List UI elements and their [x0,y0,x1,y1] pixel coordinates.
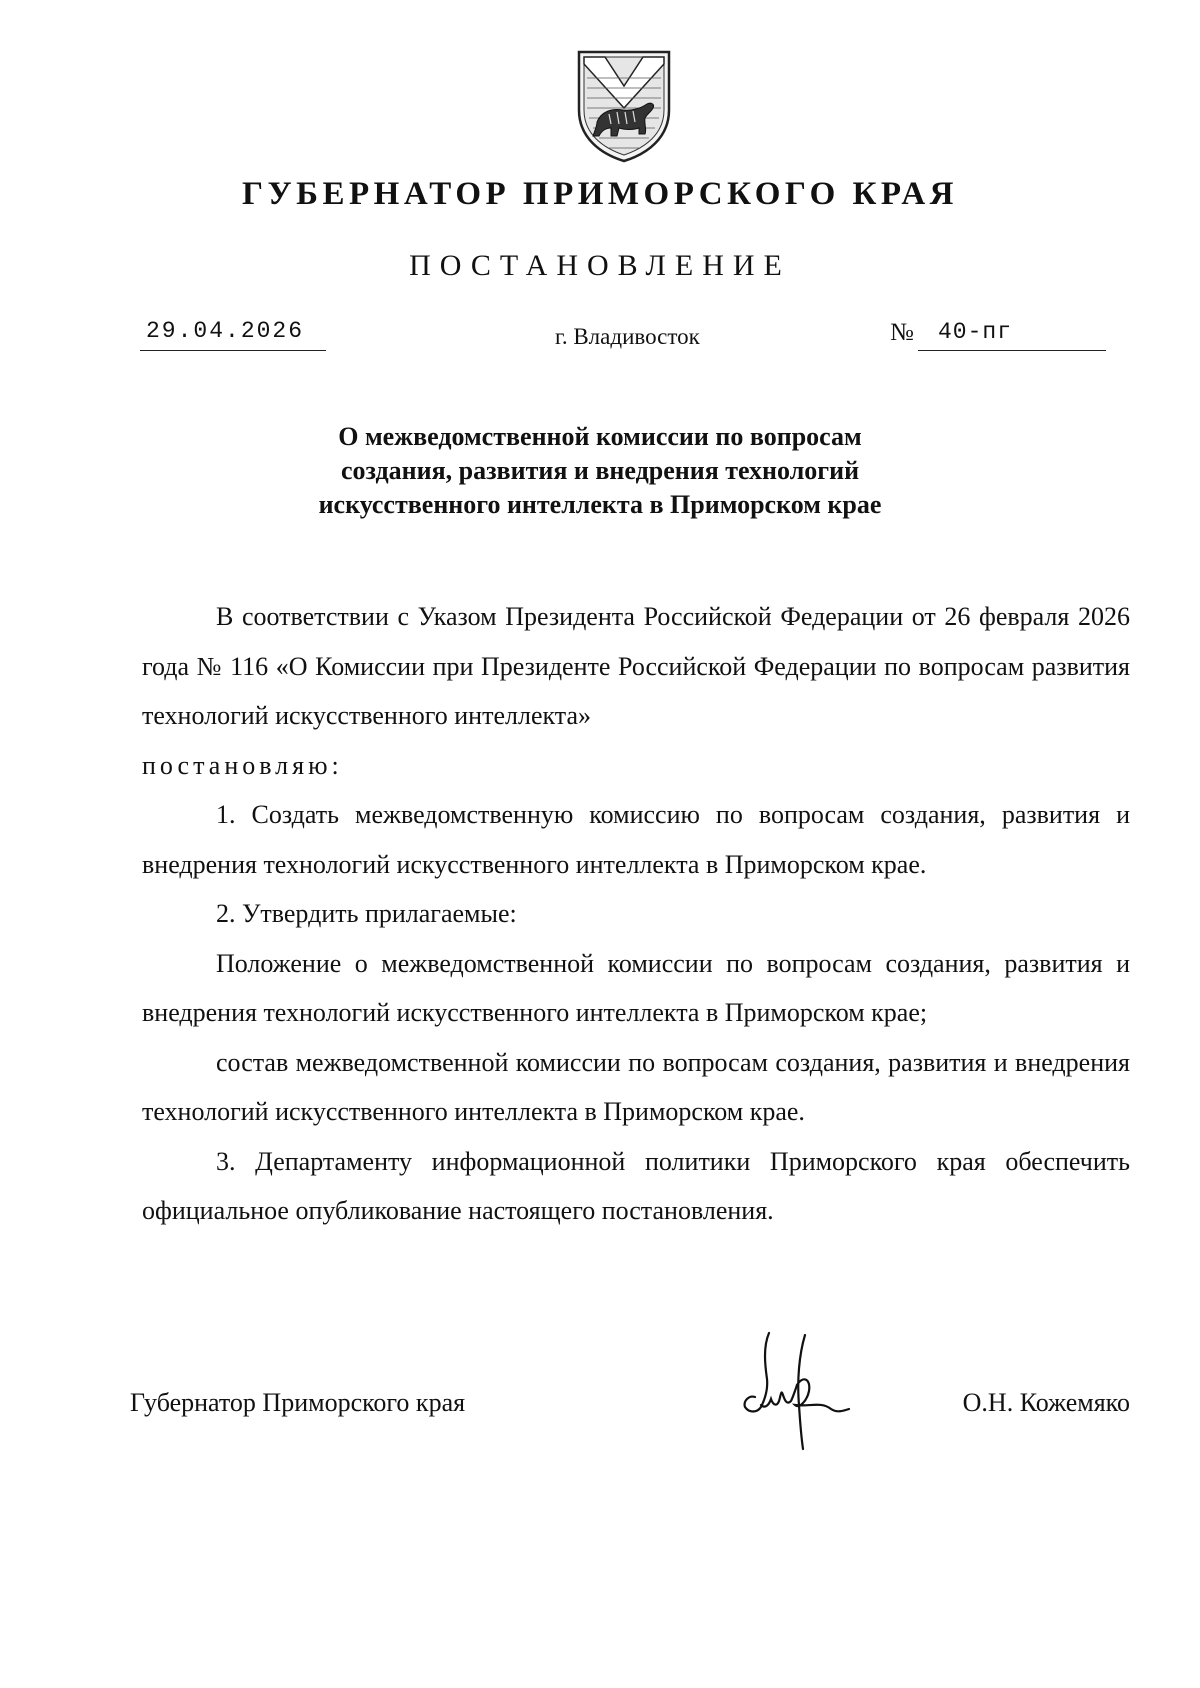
signer-name: О.Н. Кожемяко [962,1388,1130,1417]
preamble-text: В соответствии с Указом Президента Российской Федерации от 26 февраля 2026 года № 116 «О Комиссии при Президенте Российской Федерации по вопросам развития технологий искусственного интеллекта» [142,602,1130,730]
office-title: ГУБЕРНАТОР ПРИМОРСКОГО КРАЯ [241,176,959,212]
number-field [918,316,1106,351]
subject-line: создания, развития и внедрения технологий [340,456,860,485]
date-field [140,316,326,351]
document-body [142,592,1130,1236]
item-2: 2. Утвердить прилагаемые: [216,899,517,928]
document-number: 40-пг [938,319,1013,345]
document-subject [0,420,1200,522]
date-value: 29.04.2026 [146,318,305,344]
item-2b: состав межведомственной комиссии по вопросам создания, развития и внедрения технологий искусственного интеллекта в Приморском крае. [142,1047,1130,1126]
coat-of-arms-icon [575,48,673,164]
handwritten-signature-icon [735,1325,865,1455]
city: г. Владивосток [555,324,700,349]
item-2a: Положение о межведомственной комиссии по вопросам создания, развития и внедрения технологий искусственного интеллекта в Приморском крае; [142,948,1130,1027]
item-3: 3. Департаменту информационной политики Приморского края обеспечить официальное опубликование настоящего постановления. [142,1146,1130,1225]
subject-line: искусственного интеллекта в Приморском крае [318,490,882,519]
preamble-paragraph [142,592,1130,790]
resolve-word: постановляю: [142,750,343,780]
number-sign: № [890,319,914,346]
signer-title: Губернатор Приморского края [130,1388,466,1417]
item-1: 1. Создать межведомственную комиссию по вопросам создания, развития и внедрения технологий искусственного интеллекта в Приморском крае. [142,800,1130,879]
subject-line: О межведомственной комиссии по вопросам [338,422,862,451]
document-type: ПОСТАНОВЛЕНИЕ [409,249,791,282]
signature-block [130,1378,1130,1438]
